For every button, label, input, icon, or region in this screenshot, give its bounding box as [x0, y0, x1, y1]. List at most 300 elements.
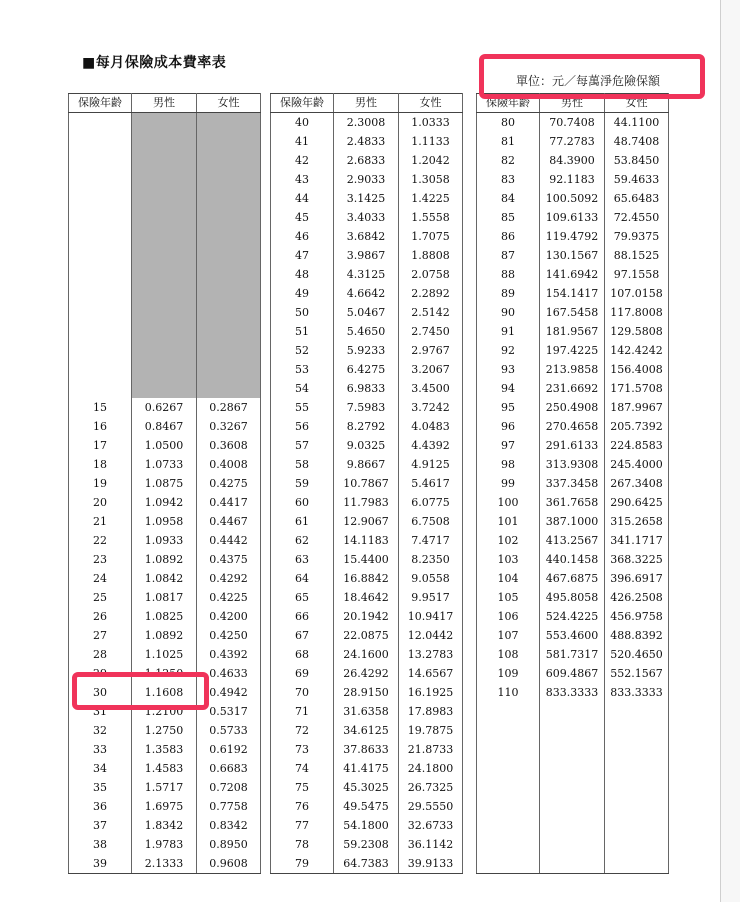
blank-cell	[69, 227, 132, 246]
blank-row	[69, 170, 261, 189]
table-row	[477, 417, 669, 436]
blank-cell	[477, 835, 540, 854]
blank-cell	[540, 702, 605, 721]
table-row	[271, 474, 463, 493]
age-cell: 32	[69, 721, 132, 740]
male-rate-cell: 92.1183	[540, 170, 605, 189]
blank-cell	[477, 778, 540, 797]
table-row	[271, 493, 463, 512]
age-cell: 71	[271, 702, 334, 721]
table-row	[477, 569, 669, 588]
age-cell: 39	[69, 854, 132, 874]
table-row	[477, 493, 669, 512]
table-row	[271, 170, 463, 189]
table-row	[69, 550, 261, 569]
blank-cell	[69, 284, 132, 303]
male-rate-cell: 3.6842	[334, 227, 399, 246]
male-rate-cell: 22.0875	[334, 626, 399, 645]
blank-cell	[477, 721, 540, 740]
male-rate-cell: 197.4225	[540, 341, 605, 360]
age-cell: 56	[271, 417, 334, 436]
male-rate-cell: 5.0467	[334, 303, 399, 322]
male-rate-cell: 100.5092	[540, 189, 605, 208]
male-rate-cell: 524.4225	[540, 607, 605, 626]
male-rate-cell: 1.0958	[132, 512, 197, 531]
blank-cell	[69, 113, 132, 133]
male-rate-cell: 14.1183	[334, 531, 399, 550]
male-rate-cell: 181.9567	[540, 322, 605, 341]
female-rate-cell: 2.9767	[399, 341, 463, 360]
age-cell: 40	[271, 113, 334, 133]
female-rate-cell: 0.4633	[197, 664, 261, 683]
table-row	[271, 740, 463, 759]
blank-cell	[605, 759, 669, 778]
age-cell: 41	[271, 132, 334, 151]
table-row	[69, 569, 261, 588]
table-row	[477, 265, 669, 284]
male-rate-cell: 11.7983	[334, 493, 399, 512]
female-rate-cell: 224.8583	[605, 436, 669, 455]
female-rate-cell: 0.4942	[197, 683, 261, 702]
age-cell: 70	[271, 683, 334, 702]
shaded-cell	[132, 360, 197, 379]
age-cell: 61	[271, 512, 334, 531]
table-row	[477, 664, 669, 683]
table-row	[477, 113, 669, 133]
shaded-cell	[132, 341, 197, 360]
shaded-cell	[132, 113, 197, 133]
female-rate-cell: 1.2042	[399, 151, 463, 170]
blank-cell	[605, 702, 669, 721]
table-row	[477, 398, 669, 417]
age-cell: 15	[69, 398, 132, 417]
table-row	[271, 303, 463, 322]
table-row	[477, 474, 669, 493]
female-rate-cell: 171.5708	[605, 379, 669, 398]
female-rate-cell: 48.7408	[605, 132, 669, 151]
male-rate-cell: 59.2308	[334, 835, 399, 854]
female-rate-cell: 245.4000	[605, 455, 669, 474]
table-row	[69, 759, 261, 778]
table-row	[271, 702, 463, 721]
age-cell: 52	[271, 341, 334, 360]
table-row	[271, 588, 463, 607]
shaded-cell	[197, 132, 261, 151]
female-rate-cell: 1.5558	[399, 208, 463, 227]
table-row	[271, 607, 463, 626]
age-cell: 96	[477, 417, 540, 436]
male-rate-cell: 37.8633	[334, 740, 399, 759]
unit-highlight-box	[479, 54, 705, 99]
table-row	[271, 246, 463, 265]
age-cell: 34	[69, 759, 132, 778]
female-rate-cell: 1.1133	[399, 132, 463, 151]
female-rate-cell: 341.1717	[605, 531, 669, 550]
table-row	[271, 664, 463, 683]
blank-row	[69, 379, 261, 398]
table-row	[477, 170, 669, 189]
blank-row	[69, 360, 261, 379]
age-cell: 19	[69, 474, 132, 493]
age-cell: 53	[271, 360, 334, 379]
table-row	[271, 227, 463, 246]
blank-row	[69, 227, 261, 246]
table-row	[477, 607, 669, 626]
female-rate-cell: 7.4717	[399, 531, 463, 550]
header-age: 保險年齡	[271, 94, 334, 113]
blank-cell	[540, 721, 605, 740]
age-cell: 94	[477, 379, 540, 398]
female-rate-cell: 36.1142	[399, 835, 463, 854]
blank-cell	[605, 835, 669, 854]
shaded-cell	[132, 246, 197, 265]
male-rate-cell: 1.0875	[132, 474, 197, 493]
female-rate-cell: 156.4008	[605, 360, 669, 379]
female-rate-cell: 290.6425	[605, 493, 669, 512]
male-rate-cell: 119.4792	[540, 227, 605, 246]
table-row	[477, 341, 669, 360]
male-rate-cell: 31.6358	[334, 702, 399, 721]
blank-row	[69, 132, 261, 151]
age-cell: 68	[271, 645, 334, 664]
age-cell: 49	[271, 284, 334, 303]
unit-label: 單位：元／每萬淨危險保額	[516, 74, 661, 88]
male-rate-cell: 833.3333	[540, 683, 605, 702]
blank-row	[477, 797, 669, 816]
blank-cell	[69, 341, 132, 360]
male-rate-cell: 9.8667	[334, 455, 399, 474]
male-rate-cell: 467.6875	[540, 569, 605, 588]
female-rate-cell: 6.0775	[399, 493, 463, 512]
blank-cell	[477, 759, 540, 778]
table-row	[271, 721, 463, 740]
male-rate-cell: 361.7658	[540, 493, 605, 512]
female-rate-cell: 0.4442	[197, 531, 261, 550]
blank-row	[69, 246, 261, 265]
table-row	[271, 132, 463, 151]
female-rate-cell: 0.4375	[197, 550, 261, 569]
male-rate-cell: 64.7383	[334, 854, 399, 874]
male-rate-cell: 10.7867	[334, 474, 399, 493]
age-cell: 75	[271, 778, 334, 797]
table-row	[69, 512, 261, 531]
age-cell: 74	[271, 759, 334, 778]
blank-row	[477, 759, 669, 778]
age-cell: 21	[69, 512, 132, 531]
table-row	[271, 569, 463, 588]
age-cell: 59	[271, 474, 334, 493]
age-cell: 37	[69, 816, 132, 835]
age-cell: 99	[477, 474, 540, 493]
age-cell: 79	[271, 854, 334, 874]
female-rate-cell: 3.7242	[399, 398, 463, 417]
male-rate-cell: 130.1567	[540, 246, 605, 265]
female-rate-cell: 129.5808	[605, 322, 669, 341]
male-rate-cell: 231.6692	[540, 379, 605, 398]
male-rate-cell: 28.9150	[334, 683, 399, 702]
table-row	[477, 151, 669, 170]
female-rate-cell: 8.2350	[399, 550, 463, 569]
age-cell: 89	[477, 284, 540, 303]
male-rate-cell: 26.4292	[334, 664, 399, 683]
table-row	[271, 854, 463, 874]
male-rate-cell: 12.9067	[334, 512, 399, 531]
shaded-cell	[132, 379, 197, 398]
table-row	[477, 531, 669, 550]
male-rate-cell: 141.6942	[540, 265, 605, 284]
age-cell: 44	[271, 189, 334, 208]
female-rate-cell: 79.9375	[605, 227, 669, 246]
male-rate-cell: 54.1800	[334, 816, 399, 835]
age-cell: 17	[69, 436, 132, 455]
male-rate-cell: 581.7317	[540, 645, 605, 664]
table-row	[69, 588, 261, 607]
header-female: 女性	[605, 94, 669, 113]
female-rate-cell: 4.0483	[399, 417, 463, 436]
male-rate-cell: 49.5475	[334, 797, 399, 816]
female-rate-cell: 6.7508	[399, 512, 463, 531]
blank-row	[69, 341, 261, 360]
female-rate-cell: 2.2892	[399, 284, 463, 303]
female-rate-cell: 1.3058	[399, 170, 463, 189]
table-row	[477, 645, 669, 664]
rate-table-ages-0-39	[68, 93, 261, 874]
age-cell: 88	[477, 265, 540, 284]
table-row	[69, 626, 261, 645]
age-cell: 87	[477, 246, 540, 265]
male-rate-cell: 8.2792	[334, 417, 399, 436]
female-rate-cell: 456.9758	[605, 607, 669, 626]
blank-row	[477, 835, 669, 854]
age-cell: 97	[477, 436, 540, 455]
age-cell: 20	[69, 493, 132, 512]
age-cell: 77	[271, 816, 334, 835]
table-row	[477, 683, 669, 702]
age-cell: 46	[271, 227, 334, 246]
male-rate-cell: 3.4033	[334, 208, 399, 227]
female-rate-cell: 0.4417	[197, 493, 261, 512]
blank-cell	[69, 360, 132, 379]
male-rate-cell: 2.9033	[334, 170, 399, 189]
age-cell: 86	[477, 227, 540, 246]
female-rate-cell: 4.9125	[399, 455, 463, 474]
blank-row	[477, 721, 669, 740]
header-male: 男性	[540, 94, 605, 113]
female-rate-cell: 88.1525	[605, 246, 669, 265]
blank-cell	[69, 208, 132, 227]
male-rate-cell: 2.4833	[334, 132, 399, 151]
male-rate-cell: 1.0892	[132, 550, 197, 569]
male-rate-cell: 70.7408	[540, 113, 605, 133]
table-row	[477, 132, 669, 151]
table-row	[69, 854, 261, 874]
female-rate-cell: 0.4292	[197, 569, 261, 588]
female-rate-cell: 16.1925	[399, 683, 463, 702]
header-age: 保險年齡	[69, 94, 132, 113]
age-cell: 42	[271, 151, 334, 170]
age-cell: 43	[271, 170, 334, 189]
blank-cell	[605, 854, 669, 874]
female-rate-cell: 24.1800	[399, 759, 463, 778]
table-row	[477, 360, 669, 379]
female-rate-cell: 0.4392	[197, 645, 261, 664]
male-rate-cell: 41.4175	[334, 759, 399, 778]
male-rate-cell: 313.9308	[540, 455, 605, 474]
blank-cell	[605, 797, 669, 816]
age-cell: 109	[477, 664, 540, 683]
table-row	[69, 493, 261, 512]
age-cell: 50	[271, 303, 334, 322]
female-rate-cell: 0.4225	[197, 588, 261, 607]
age-cell: 22	[69, 531, 132, 550]
age-cell: 45	[271, 208, 334, 227]
header-female: 女性	[197, 94, 261, 113]
age-cell: 85	[477, 208, 540, 227]
female-rate-cell: 9.0558	[399, 569, 463, 588]
age-cell: 58	[271, 455, 334, 474]
male-rate-cell: 250.4908	[540, 398, 605, 417]
page-title: ■每月保險成本費率表	[82, 55, 227, 71]
table-row	[271, 645, 463, 664]
blank-cell	[605, 721, 669, 740]
blank-row	[69, 265, 261, 284]
male-rate-cell: 154.1417	[540, 284, 605, 303]
female-rate-cell: 0.4200	[197, 607, 261, 626]
male-rate-cell: 84.3900	[540, 151, 605, 170]
shaded-cell	[132, 265, 197, 284]
female-rate-cell: 368.3225	[605, 550, 669, 569]
blank-cell	[477, 702, 540, 721]
header-row	[271, 94, 463, 113]
table-row	[477, 322, 669, 341]
age-cell: 95	[477, 398, 540, 417]
shaded-cell	[197, 379, 261, 398]
female-rate-cell: 0.5733	[197, 721, 261, 740]
female-rate-cell: 14.6567	[399, 664, 463, 683]
male-rate-cell: 1.0817	[132, 588, 197, 607]
table-row	[477, 436, 669, 455]
table-row	[69, 607, 261, 626]
table-row	[271, 379, 463, 398]
age-cell: 48	[271, 265, 334, 284]
age-cell: 82	[477, 151, 540, 170]
male-rate-cell: 24.1600	[334, 645, 399, 664]
blank-cell	[477, 740, 540, 759]
female-rate-cell: 9.9517	[399, 588, 463, 607]
male-rate-cell: 1.0842	[132, 569, 197, 588]
age-cell: 83	[477, 170, 540, 189]
male-rate-cell: 440.1458	[540, 550, 605, 569]
female-rate-cell: 205.7392	[605, 417, 669, 436]
female-rate-cell: 3.2067	[399, 360, 463, 379]
age-cell: 84	[477, 189, 540, 208]
female-rate-cell: 520.4650	[605, 645, 669, 664]
blank-row	[69, 113, 261, 133]
male-rate-cell: 167.5458	[540, 303, 605, 322]
shaded-cell	[132, 170, 197, 189]
table-row	[69, 721, 261, 740]
table-row	[271, 550, 463, 569]
blank-cell	[540, 797, 605, 816]
table-row	[271, 683, 463, 702]
blank-cell	[477, 854, 540, 874]
shaded-cell	[132, 189, 197, 208]
female-rate-cell: 0.4467	[197, 512, 261, 531]
female-rate-cell: 26.7325	[399, 778, 463, 797]
male-rate-cell: 1.0933	[132, 531, 197, 550]
male-rate-cell: 1.1608	[132, 683, 197, 702]
male-rate-cell: 3.1425	[334, 189, 399, 208]
age-cell: 93	[477, 360, 540, 379]
table-row	[69, 797, 261, 816]
table-row	[271, 835, 463, 854]
male-rate-cell: 387.1000	[540, 512, 605, 531]
male-rate-cell: 1.0942	[132, 493, 197, 512]
shaded-cell	[132, 151, 197, 170]
table-row	[477, 303, 669, 322]
table-row	[271, 436, 463, 455]
male-rate-cell: 337.3458	[540, 474, 605, 493]
male-rate-cell: 291.6133	[540, 436, 605, 455]
female-rate-cell: 552.1567	[605, 664, 669, 683]
table-row	[69, 816, 261, 835]
table-row	[271, 265, 463, 284]
blank-row	[477, 778, 669, 797]
age-cell: 26	[69, 607, 132, 626]
female-rate-cell: 5.4617	[399, 474, 463, 493]
blank-cell	[69, 246, 132, 265]
shaded-cell	[197, 360, 261, 379]
female-rate-cell: 1.7075	[399, 227, 463, 246]
blank-cell	[605, 778, 669, 797]
table-row	[69, 835, 261, 854]
female-rate-cell: 21.8733	[399, 740, 463, 759]
female-rate-cell: 0.8342	[197, 816, 261, 835]
age-cell: 35	[69, 778, 132, 797]
male-rate-cell: 18.4642	[334, 588, 399, 607]
age-cell: 107	[477, 626, 540, 645]
age-cell: 73	[271, 740, 334, 759]
female-rate-cell: 12.0442	[399, 626, 463, 645]
male-rate-cell: 1.6975	[132, 797, 197, 816]
age-cell: 72	[271, 721, 334, 740]
male-rate-cell: 213.9858	[540, 360, 605, 379]
female-rate-cell: 2.5142	[399, 303, 463, 322]
header-row	[69, 94, 261, 113]
table-row	[477, 284, 669, 303]
female-rate-cell: 97.1558	[605, 265, 669, 284]
female-rate-cell: 0.8950	[197, 835, 261, 854]
table-row	[69, 436, 261, 455]
male-rate-cell: 0.8467	[132, 417, 197, 436]
male-rate-cell: 1.0825	[132, 607, 197, 626]
blank-cell	[477, 797, 540, 816]
female-rate-cell: 4.4392	[399, 436, 463, 455]
male-rate-cell: 16.8842	[334, 569, 399, 588]
male-rate-cell: 34.6125	[334, 721, 399, 740]
shaded-cell	[132, 284, 197, 303]
shaded-cell	[197, 284, 261, 303]
female-rate-cell: 315.2658	[605, 512, 669, 531]
female-rate-cell: 19.7875	[399, 721, 463, 740]
age-cell: 108	[477, 645, 540, 664]
male-rate-cell: 1.2100	[132, 702, 197, 721]
blank-row	[477, 740, 669, 759]
male-rate-cell: 0.6267	[132, 398, 197, 417]
table-row	[477, 455, 669, 474]
table-row	[477, 626, 669, 645]
age-cell: 104	[477, 569, 540, 588]
